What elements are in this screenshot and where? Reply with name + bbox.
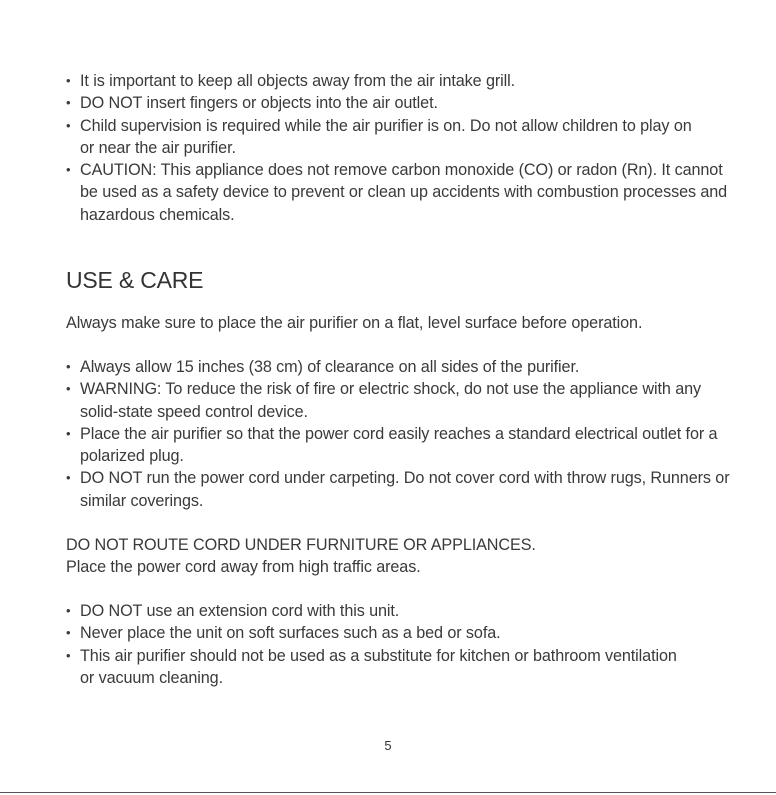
list-item (66, 378, 720, 423)
notice-line: DO NOT ROUTE CORD UNDER FURNITURE OR APPLIANCES. (66, 536, 536, 554)
intro-paragraph (66, 312, 746, 334)
list-item-text: CAUTION: This appliance does not remove carbon monoxide (CO) or radon (Rn). It cannot be used as a safety device to prevent or clean up accidents with combustion processes and hazardous chemicals. (80, 161, 728, 224)
bullet-dot: • (66, 95, 71, 111)
list-item-text: Place the air purifier so that the power cord easily reaches a standard electrical outlet for a polarized plug. (80, 424, 718, 466)
bullet-dot: • (66, 162, 71, 178)
bullet-dot: • (66, 425, 71, 441)
cord-notice (66, 534, 726, 579)
bottom-divider (0, 792, 776, 793)
bullet-dot: • (66, 647, 71, 663)
bullet-dot: • (66, 73, 71, 88)
list-item (66, 600, 726, 622)
list-item-text: DO NOT run the power cord under carpeting. Do not cover cord with throw rugs, Runners or similar coverings. (80, 469, 730, 510)
list-item (66, 159, 730, 226)
list-item-text: It is important to keep all objects away from the air intake grill. (80, 72, 516, 90)
list-item-text: DO NOT insert fingers or objects into the air outlet. (80, 94, 438, 113)
page-number: 5 (384, 738, 392, 753)
care-bullets-2 (66, 600, 726, 689)
list-item (66, 423, 730, 468)
list-item (66, 115, 710, 160)
bullet-dot: • (66, 603, 71, 618)
bullet-dot: • (66, 117, 71, 133)
list-item (66, 622, 726, 644)
list-item (66, 645, 692, 690)
list-item-text: Never place the unit on soft surfaces such as a bed or sofa. (80, 624, 501, 643)
list-item (66, 356, 726, 378)
list-item-text: Child supervision is required while the air purifier is on. Do not allow children to play on or near the air purifier. (80, 116, 692, 157)
section-heading: USE & CARE (66, 267, 204, 293)
list-item-text: This air purifier should not be used as a substitute for kitchen or bathroom ventilation or vacuum cleaning. (80, 646, 677, 687)
list-item (66, 467, 736, 512)
list-item-text: DO NOT use an extension cord with this unit. (80, 602, 400, 620)
list-item-text: WARNING: To reduce the risk of fire or electric shock, do not use the appliance with any solid-state speed control device. (80, 380, 702, 421)
bullet-dot: • (66, 470, 71, 486)
bullet-dot: • (66, 381, 71, 397)
bullet-dot: • (66, 625, 71, 641)
safety-bullets (66, 70, 726, 226)
care-bullets-1 (66, 356, 730, 512)
bullet-dot: • (66, 359, 71, 374)
list-item (66, 92, 726, 114)
notice-line: Place the power cord away from high traffic areas. (66, 558, 421, 577)
list-item (66, 70, 726, 92)
list-item-text: Always allow 15 inches (38 cm) of clearance on all sides of the purifier. (80, 358, 580, 376)
intro-text: Always make sure to place the air purifier on a flat, level surface before operation. (66, 314, 643, 332)
